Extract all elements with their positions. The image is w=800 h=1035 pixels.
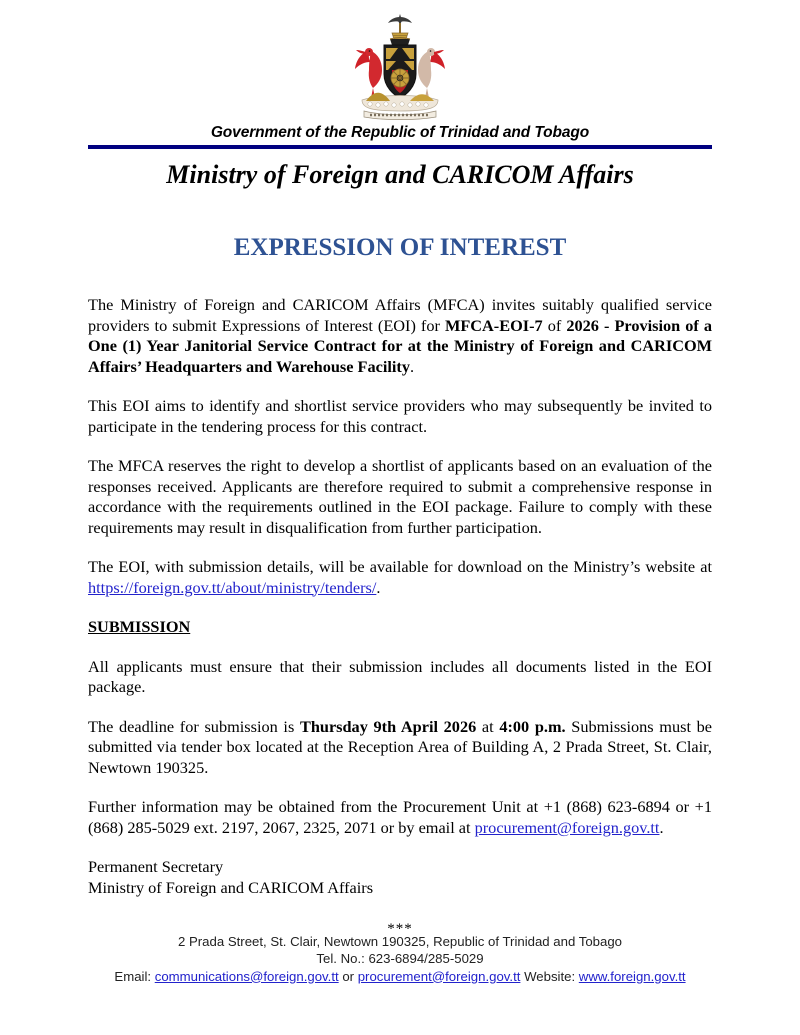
deadline-date: Thursday 9th April 2026 (299, 716, 477, 736)
paragraph-shortlist-rights: The MFCA reserves the right to develop a shortlist of applicants based on an evaluation of the responses received. Applicants are therefore required to submit a comprehensive response in accordance with the requirements outlined in the EOI package. Failure to comply with these requirements may result in disqualification from further participation. (88, 456, 712, 537)
tenders-website-link[interactable]: https://foreign.gov.tt/about/ministry/tenders/ (88, 577, 377, 597)
para6-part3: Submissions must be submitted via tender box located at the Reception Area of Building A, 2 Prada Street, St. Clair, Newtown 190325. (88, 716, 713, 777)
footer-address: 2 Prada Street, St. Clair, Newtown 190325, Republic of Trinidad and Tobago (177, 933, 622, 949)
para1-contract-title: 2026 - Provision of a One (1) Year Janitorial Service Contract for at the Ministry of Foreign and CARICOM Affairs’ Headquarters and Warehouse Facility (88, 315, 713, 376)
para7-part2: . (659, 817, 664, 837)
ministry-title: Ministry of Foreign and CARICOM Affairs (166, 160, 634, 189)
signoff-ministry: Ministry of Foreign and CARICOM Affairs (88, 877, 374, 897)
footer-website-label: Website: (520, 968, 579, 984)
footer-telephone: Tel. No.: 623-6894/285-5029 (316, 951, 484, 966)
document-body (88, 263, 712, 938)
deadline-time: 4:00 p.m. (499, 716, 566, 736)
signoff-title: Permanent Secretary (88, 857, 224, 876)
footer-website-link[interactable]: www.foreign.gov.tt (578, 968, 686, 984)
trinidad-and-tobago-coat-of-arms-icon (340, 12, 460, 120)
footer-email-label: Email: (114, 968, 155, 984)
paragraph-contact (88, 797, 712, 838)
end-of-notice-marker: *** (387, 921, 413, 937)
para6-part1: The deadline for submission is (88, 716, 300, 736)
header-divider-rule (88, 145, 712, 149)
procurement-email-link[interactable]: procurement@foreign.gov.tt (474, 817, 660, 837)
crest-container (88, 0, 712, 124)
paragraph-documents-required: All applicants must ensure that their submission includes all documents listed in the EOI package. (88, 656, 712, 696)
page-title: EXPRESSION OF INTEREST (233, 234, 567, 261)
signoff-block (88, 857, 712, 898)
footer-contact-line (0, 968, 800, 986)
para1-part1: The Ministry of Foreign and CARICOM Affairs (MFCA) invites suitably qualified service providers to submit Expressions of Interest (EOI) for (88, 295, 712, 335)
government-line: Government of the Republic of Trinidad and Tobago (210, 124, 590, 141)
paragraph-deadline (88, 717, 712, 779)
para1-part2: of (542, 315, 567, 335)
communications-email-link[interactable]: communications@foreign.gov.tt (154, 968, 339, 984)
page-footer (0, 933, 800, 986)
para1-part3: . (410, 356, 415, 376)
paragraph-purpose: This EOI aims to identify and shortlist service providers who may subsequently be invited to participate in the tendering process for this contract. (88, 396, 712, 436)
footer-procurement-email-link[interactable]: procurement@foreign.gov.tt (357, 968, 521, 984)
para6-part2: at (476, 716, 500, 736)
para1-ref-number: MFCA-EOI-7 (444, 315, 543, 335)
para4-part2: . (376, 577, 381, 597)
para4-part1: The EOI, with submission details, will be available for download on the Ministry’s website at (88, 557, 712, 576)
paragraph-invitation (88, 295, 712, 377)
submission-heading: SUBMISSION (88, 617, 191, 636)
paragraph-download (88, 557, 712, 598)
para7-part1: Further information may be obtained from the Procurement Unit at +1 (868) 623-6894 or +1 (868) 285-5029 ext. 2197, 2067, 2325, 2071 or by email at (88, 797, 712, 837)
footer-or-label: or (338, 968, 358, 984)
